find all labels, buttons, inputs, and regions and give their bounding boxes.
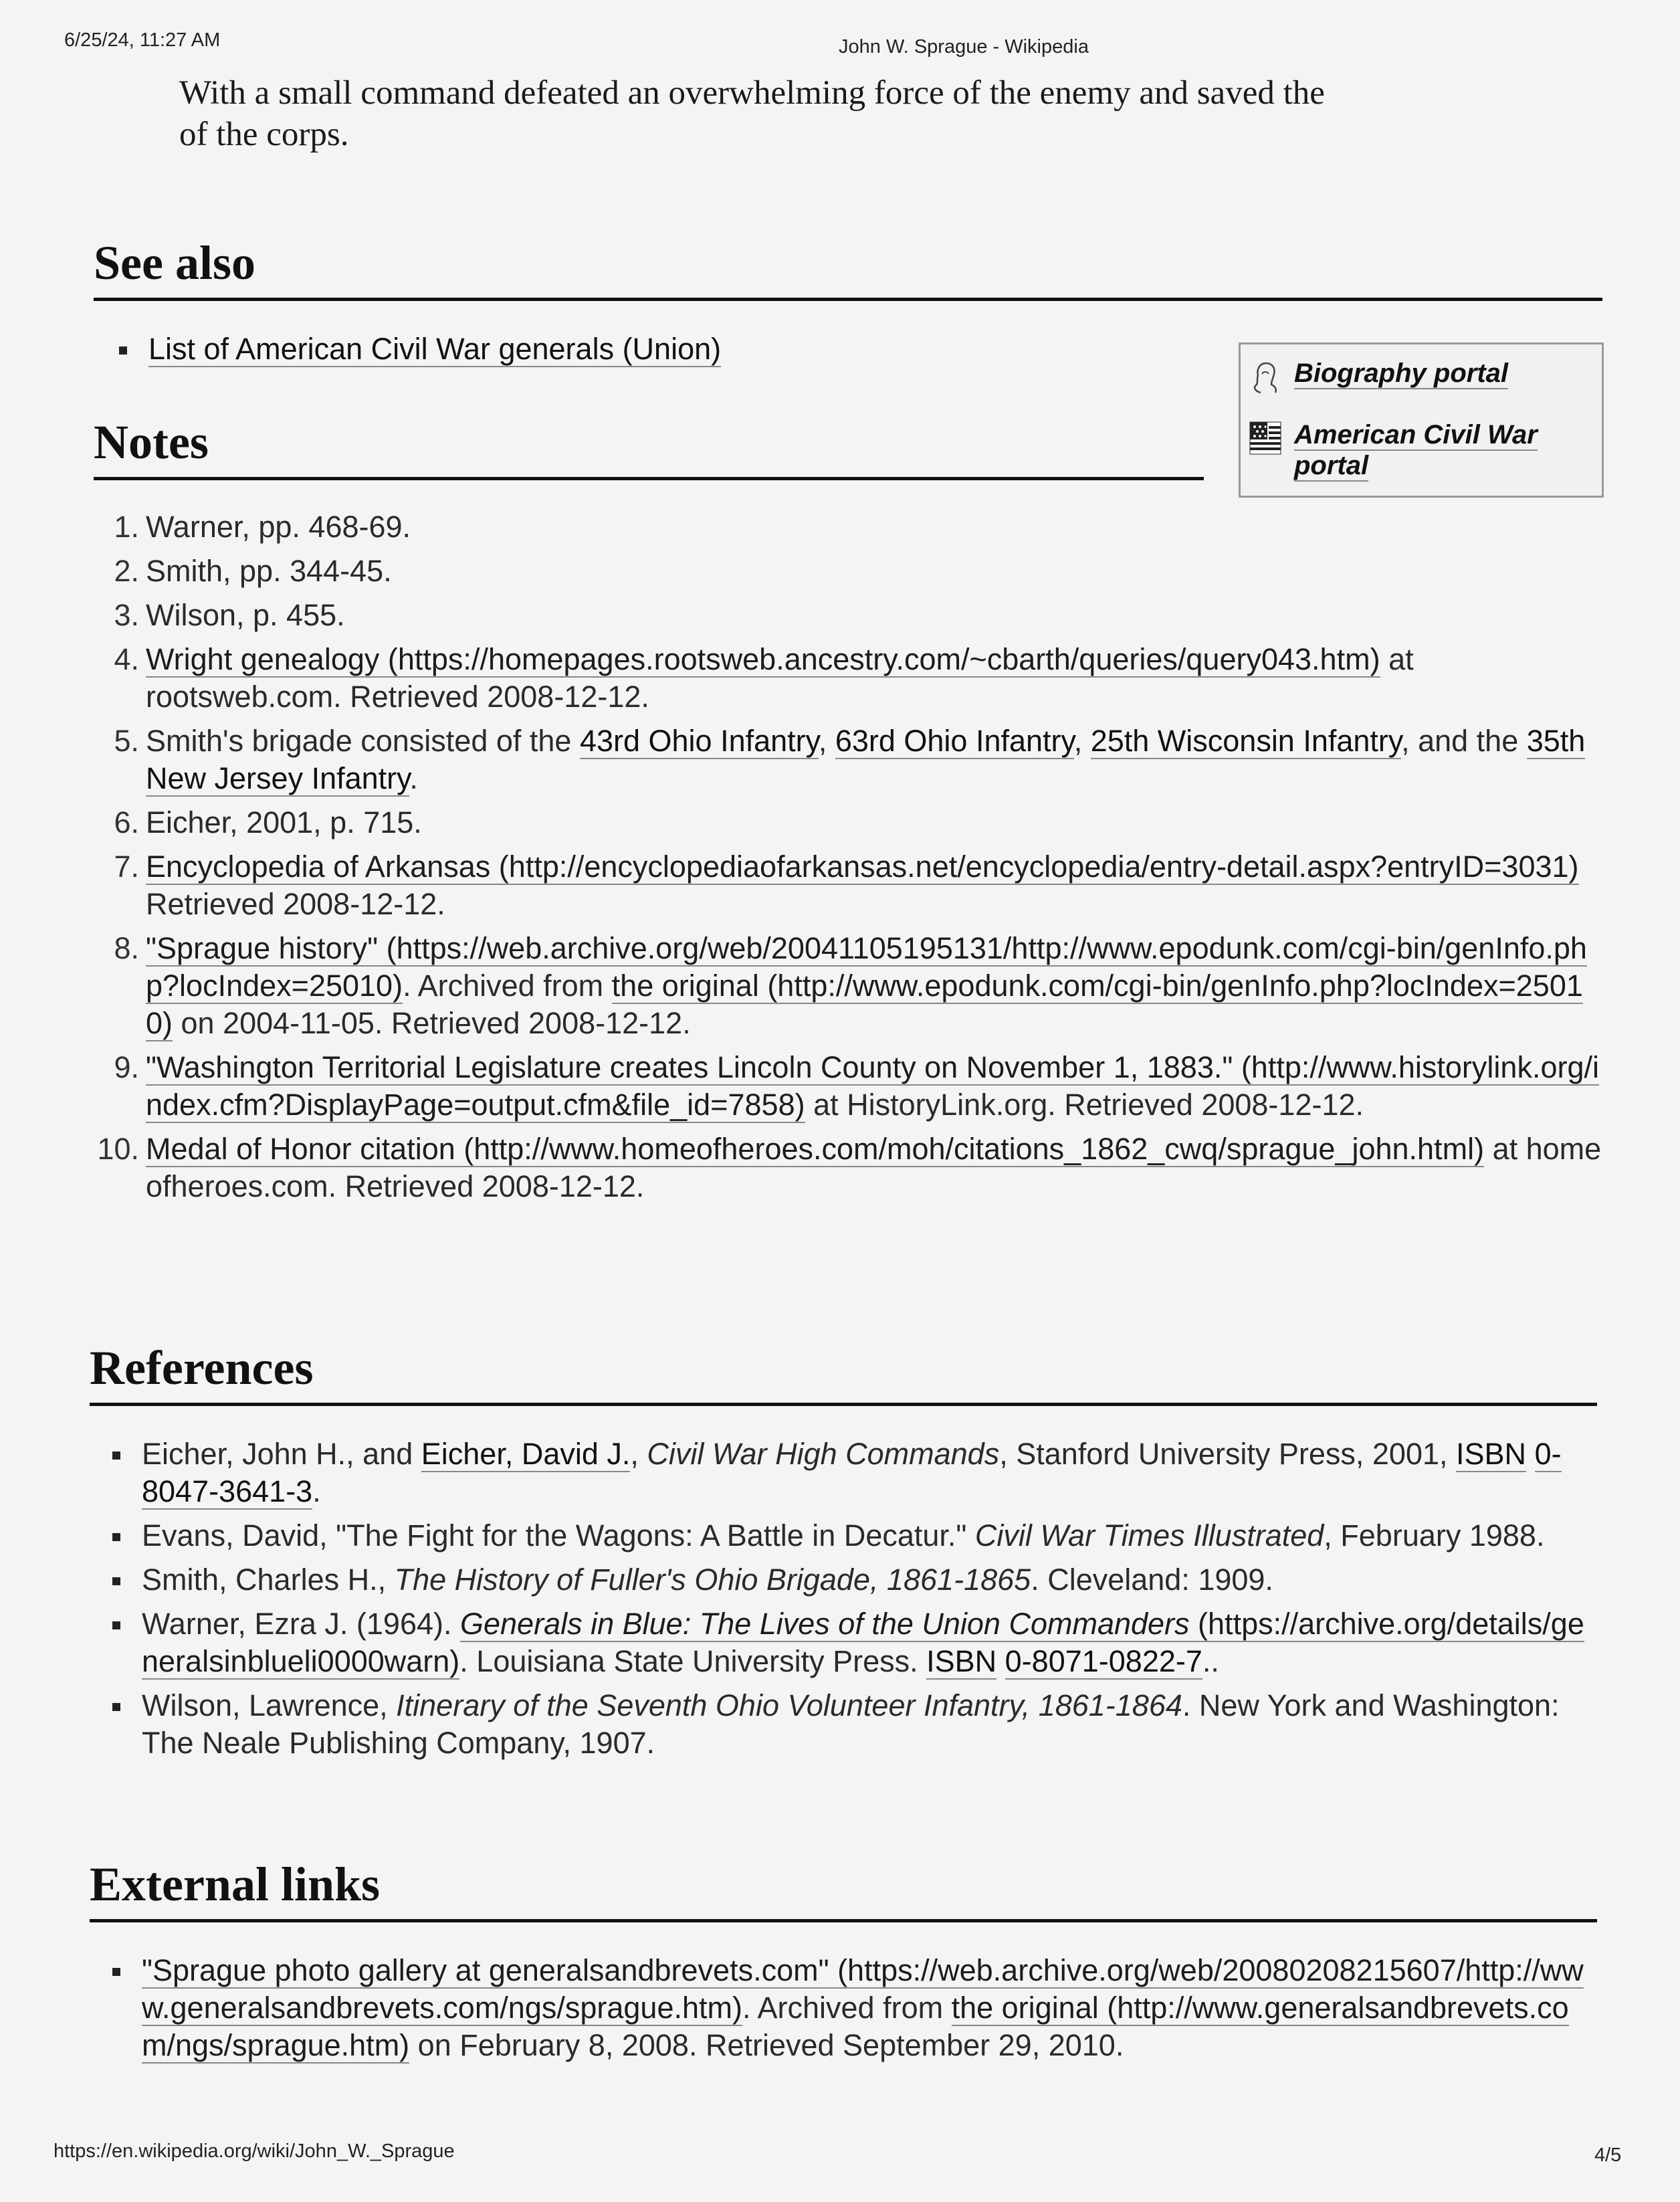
reference-item bbox=[142, 1687, 1597, 1762]
note-item bbox=[97, 1130, 1604, 1205]
reference-text: Smith, Charles H., bbox=[142, 1563, 395, 1597]
note-original-link[interactable]: the original (http://www.epodunk.com/cgi-bin/genInfo.php?locIndex=25010) bbox=[146, 969, 1583, 1040]
note-item bbox=[114, 597, 1604, 634]
note-item bbox=[114, 930, 1604, 1042]
note-text: Smith, pp. 344-45. bbox=[146, 554, 392, 588]
reference-text: Eicher, John H., and bbox=[142, 1437, 421, 1471]
reference-text: . bbox=[312, 1474, 321, 1508]
reference-text: .. bbox=[1202, 1644, 1219, 1678]
print-datetime: 6/25/24, 11:27 AM bbox=[64, 29, 221, 51]
references-list bbox=[142, 1435, 1597, 1769]
reference-archive-link[interactable]: (https://archive.org/details/generalsinblueli0000warn) bbox=[142, 1607, 1584, 1678]
external-links-list bbox=[142, 1952, 1597, 2071]
note-external-link[interactable]: Wright genealogy (https://homepages.rootsweb.ancestry.com/~cbarth/queries/query043.htm) bbox=[146, 642, 1380, 676]
note-text: Smith's brigade consisted of the bbox=[146, 724, 580, 758]
note-link-35th-new-jersey[interactable]: 35th New Jersey Infantry bbox=[146, 724, 1586, 795]
note-text: . Archived from bbox=[403, 969, 612, 1003]
citation-quote-line-1: With a small command defeated an overwhelming force of the enemy and saved the bbox=[179, 74, 1325, 112]
note-number: 2. bbox=[114, 554, 139, 588]
note-number: 8. bbox=[114, 931, 139, 965]
note-link-43rd-ohio[interactable]: 43rd Ohio Infantry bbox=[579, 724, 819, 758]
external-links-heading: External links bbox=[90, 1857, 1597, 1922]
isbn-link[interactable]: ISBN bbox=[926, 1644, 997, 1678]
note-text: Warner, pp. 468-69. bbox=[146, 510, 411, 544]
notes-list bbox=[97, 508, 1604, 1212]
reference-author-link[interactable]: Eicher, David J. bbox=[421, 1437, 631, 1471]
photo-gallery-original-link[interactable]: the original (http://www.generalsandbrevets.com/ngs/sprague.htm) bbox=[142, 1991, 1569, 2062]
note-link-25th-wisconsin[interactable]: 25th Wisconsin Infantry bbox=[1090, 724, 1402, 758]
portal-biography[interactable] bbox=[1249, 358, 1508, 395]
note-item bbox=[114, 1049, 1604, 1124]
note-number: 4. bbox=[114, 642, 139, 676]
note-text: Retrieved 2008-12-12. bbox=[146, 887, 445, 921]
note-item bbox=[114, 804, 1604, 841]
notes-heading: Notes bbox=[94, 415, 1204, 480]
reference-item bbox=[142, 1435, 1597, 1510]
reference-text: , February 1988. bbox=[1324, 1518, 1545, 1553]
note-text: , and the bbox=[1401, 724, 1527, 758]
reference-item bbox=[142, 1517, 1597, 1555]
note-text: Wilson, p. 455. bbox=[146, 598, 345, 632]
reference-title-link[interactable]: Generals in Blue: The Lives of the Union Commanders bbox=[460, 1607, 1190, 1641]
biography-portal-icon bbox=[1249, 358, 1282, 395]
note-text: at rootsweb.com. Retrieved 2008-12-12. bbox=[146, 642, 1414, 714]
references-heading: References bbox=[90, 1340, 1597, 1406]
print-page-title: John W. Sprague - Wikipedia bbox=[839, 36, 1089, 58]
reference-item bbox=[142, 1605, 1597, 1680]
note-text: at HistoryLink.org. Retrieved 2008-12-12. bbox=[805, 1088, 1364, 1122]
note-text: at homeofheroes.com. Retrieved 2008-12-12. bbox=[146, 1132, 1602, 1203]
note-item bbox=[114, 848, 1604, 923]
note-number: 7. bbox=[114, 849, 139, 884]
note-external-link[interactable]: "Sprague history" (https://web.archive.org/web/20041105195131/http://www.epodunk.com/cgi-bin/genInfo.php?locIndex=25010) bbox=[146, 931, 1587, 1003]
note-external-link[interactable]: Encyclopedia of Arkansas (http://encyclopediaofarkansas.net/encyclopedia/entry-detail.aspx?entryID=3031) bbox=[146, 849, 1579, 884]
reference-title: Civil War High Commands bbox=[647, 1437, 1000, 1471]
reference-text: . Cleveland: 1909. bbox=[1031, 1563, 1273, 1597]
note-external-link[interactable]: "Washington Territorial Legislature creates Lincoln County on November 1, 1883." (http://www.historylink.org/index.cfm?DisplayPage=output.cfm&file_id=7858) bbox=[146, 1050, 1599, 1122]
photo-gallery-link[interactable]: "Sprague photo gallery at generalsandbrevets.com" (https://web.archive.org/web/20080208215607/http://www.generalsandbrevets.com/ngs/sprague.htm) bbox=[142, 1953, 1584, 2025]
external-link-item bbox=[142, 1952, 1597, 2064]
civil-war-portal-link[interactable]: American Civil War portal bbox=[1294, 420, 1538, 480]
list-item bbox=[148, 330, 721, 368]
note-number: 5. bbox=[114, 724, 139, 758]
see-also-link[interactable]: List of American Civil War generals (Union) bbox=[148, 332, 722, 366]
note-item bbox=[114, 508, 1604, 546]
note-text: Eicher, 2001, p. 715. bbox=[146, 805, 422, 839]
note-number: 3. bbox=[114, 598, 139, 632]
portal-civil-war[interactable] bbox=[1249, 419, 1575, 481]
note-link-63rd-ohio[interactable]: 63rd Ohio Infantry bbox=[835, 724, 1074, 758]
note-number: 9. bbox=[114, 1050, 139, 1084]
reference-text: , bbox=[630, 1437, 647, 1471]
reference-text: Warner, Ezra J. (1964). bbox=[142, 1607, 460, 1641]
note-item: 5. Smith's brigade consisted of the 43rd Ohio Infantry, 63rd Ohio Infantry, 25th Wisconsin Infantry, and the 35th New Jersey Infantry. bbox=[146, 722, 1604, 797]
note-external-link[interactable]: Medal of Honor citation (http://www.homeofheroes.com/moh/citations_1862_cwq/sprague_john.html) bbox=[146, 1132, 1485, 1166]
reference-text: Wilson, Lawrence, bbox=[142, 1688, 397, 1722]
reference-text bbox=[1526, 1437, 1535, 1471]
reference-text: . Louisiana State University Press. bbox=[459, 1644, 927, 1678]
citation-quote bbox=[179, 72, 1325, 155]
biography-portal-link[interactable]: Biography portal bbox=[1294, 359, 1509, 388]
see-also-list bbox=[148, 330, 721, 375]
print-footer-url: https://en.wikipedia.org/wiki/John_W._Sprague bbox=[54, 2140, 455, 2162]
reference-text: . New York and Washington: The Neale Publishing Company, 1907. bbox=[142, 1688, 1560, 1760]
reference-text bbox=[996, 1644, 1005, 1678]
reference-title: Itinerary of the Seventh Ohio Volunteer Infantry, 1861-1864 bbox=[396, 1688, 1182, 1722]
isbn-number-link[interactable]: 0-8047-3641-3 bbox=[142, 1437, 1562, 1508]
isbn-link[interactable]: ISBN bbox=[1456, 1437, 1527, 1471]
note-item bbox=[114, 553, 1604, 590]
reference-item bbox=[142, 1561, 1597, 1599]
reference-title: Civil War Times Illustrated bbox=[974, 1518, 1324, 1553]
reference-text: Evans, David, "The Fight for the Wagons: A Battle in Decatur." bbox=[142, 1518, 975, 1553]
note-text: on 2004-11-05. Retrieved 2008-12-12. bbox=[173, 1006, 691, 1040]
print-page-number: 4/5 bbox=[1594, 2144, 1622, 2166]
see-also-heading: See also bbox=[94, 235, 1602, 301]
external-link-text: on February 8, 2008. Retrieved September 29, 2010. bbox=[409, 2028, 1124, 2062]
note-item bbox=[114, 641, 1604, 716]
isbn-number-link[interactable]: 0-8071-0822-7 bbox=[1005, 1644, 1202, 1678]
reference-text: , Stanford University Press, 2001, bbox=[999, 1437, 1457, 1471]
civil-war-flag-icon bbox=[1249, 419, 1282, 457]
note-text: . bbox=[409, 761, 418, 795]
external-link-text: . Archived from bbox=[742, 1991, 952, 2025]
note-number: 10. bbox=[97, 1132, 139, 1166]
reference-title: The History of Fuller's Ohio Brigade, 1861-1865 bbox=[394, 1563, 1031, 1597]
note-number: 6. bbox=[114, 805, 139, 839]
note-number: 1. bbox=[114, 510, 139, 544]
citation-quote-line-2: of the corps. bbox=[179, 116, 349, 153]
portal-box bbox=[1239, 342, 1604, 498]
